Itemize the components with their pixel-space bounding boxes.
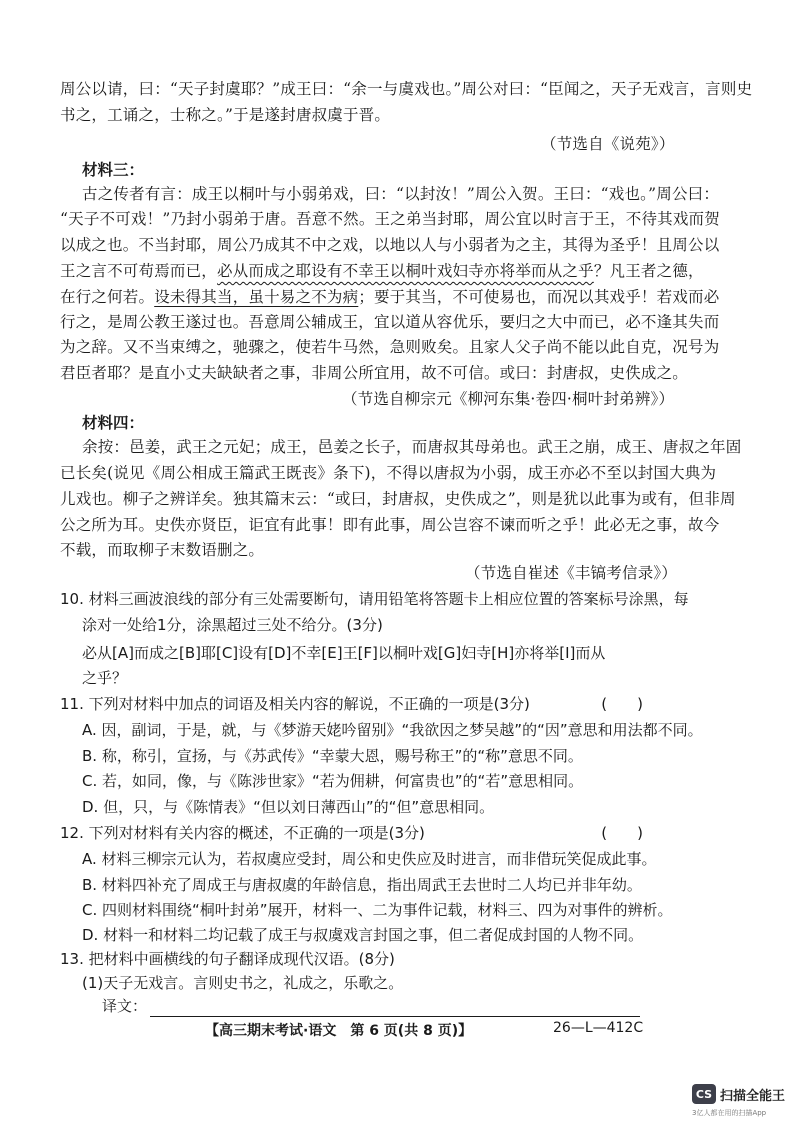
- question-10-options: 必从[A]而成之[B]耶[C]设有[D]不幸[E]王[F]以桐叶戏[G]妇寺[H]亦将举[I]而从: [82, 644, 606, 662]
- wavy-underlined-text: 必从而成之耶设有不幸王以桐叶戏妇寺亦将举而从之乎: [217, 262, 594, 280]
- option-c: C. 若，如同，像，与《陈涉世家》“若为佣耕，何富贵也”的“若”意思相同。: [82, 772, 584, 790]
- option-c: C. 四则材料围绕“桐叶封弟”展开，材料一、二为事件记载，材料三、四为对事件的辨析。: [82, 901, 673, 919]
- passage-line: 以成之也。不当封耶，周公乃成其不中之戏，以地以人与小弱者为之主，其得为圣乎！且周公以: [60, 236, 720, 254]
- passage-line: [60, 284, 719, 310]
- question-13: 13. 把材料中画横线的句子翻译成现代汉语。(8分): [60, 950, 395, 968]
- source-citation: （节选自《说苑》）: [541, 135, 675, 153]
- option-b: B. 称，称引，宣扬，与《苏武传》“幸蒙大恩，赐号称王”的“称”意思不同。: [82, 747, 583, 765]
- passage-line: 儿戏也。柳子之辨详矣。独其篇末云：“或曰，封唐叔，史佚成之”，则是犹以此事为或有，但非周: [60, 490, 736, 508]
- question-10-text: 之乎？: [82, 669, 128, 687]
- passage-line: “天子不可戏！”乃封小弱弟于唐。吾意不然。王之弟当封耶，周公宜以时言于王，不待其戏而贺: [60, 210, 720, 228]
- question-12: 12. 下列对材料有关内容的概述，不正确的一项是(3分): [60, 824, 425, 842]
- passage-line: 不载，而取柳子末数语删之。: [60, 541, 265, 559]
- underlined-text: 设未得其当，虽十易之不为病: [154, 288, 359, 306]
- scanner-watermark: [692, 1084, 785, 1104]
- passage-line: 为之辞。又不当束缚之，驰骤之，使若牛马然，急则败矣。且家人父子尚不能以此自克，况号为: [60, 338, 720, 356]
- question-10-text: 涂对一处给1分，涂黑超过三处不给分。(3分): [82, 616, 383, 634]
- passage-text: ；要于其当，不可使易也，而况以其戏乎！若戏而必: [358, 288, 720, 306]
- passage-line: 已长矣(说见《周公相成王篇武王既丧》条下)，不得以唐叔为小弱，成王亦必不至以封国大典为: [60, 464, 717, 482]
- footer-page-info: 【高三期末考试·语文 第 6 页(共 8 页)】: [205, 1023, 473, 1039]
- cs-logo-icon: CS: [692, 1084, 716, 1104]
- material-four-heading: 材料四：: [82, 413, 145, 432]
- translation-answer-line: [150, 1015, 640, 1017]
- option-a: A. 材料三柳宗元认为，若叔虞应受封，周公和史佚应及时进言，而非借玩笑促成此事。: [82, 850, 657, 868]
- material-three-heading: 材料三：: [82, 160, 145, 179]
- answer-parentheses: ( ): [601, 695, 643, 713]
- source-citation: （节选自崔述《丰镐考信录》）: [465, 564, 678, 582]
- passage-line: [60, 258, 704, 284]
- watermark-title: 扫描全能王: [720, 1088, 786, 1104]
- passage-line: 书之，工诵之，士称之。”于是遂封唐叔虞于晋。: [60, 106, 391, 124]
- watermark-subtitle: 3亿人都在用的扫描App: [692, 1109, 767, 1117]
- option-b: B. 材料四补充了周成王与唐叔虞的年龄信息，指出周武王去世时二人均已并非年幼。: [82, 876, 642, 894]
- passage-line: 古之传者有言：成王以桐叶与小弱弟戏，曰：“以封汝！”周公入贺。王曰：“戏也。”周公曰：: [82, 185, 720, 203]
- passage-line: 君臣者耶？是直小丈夫缺缺者之事，非周公所宜用，故不可信。或曰：封唐叔，史佚成之。: [60, 364, 689, 382]
- option-d: D. 但，只，与《陈情表》“但以刘日薄西山”的“但”意思相同。: [82, 798, 495, 816]
- answer-parentheses: ( ): [601, 824, 643, 842]
- question-13-sentence: (1)天子无戏言。言则史书之，礼成之，乐歌之。: [82, 974, 404, 992]
- passage-line: 行之，是周公教王遂过也。吾意周公辅成王，宜以道从容优乐，要归之大中而已，必不逢其失而: [60, 313, 720, 331]
- passage-line: 余按：邑姜，武王之元妃；成王，邑姜之长子，而唐叔其母弟也。武王之崩，成王、唐叔之年固: [82, 438, 742, 456]
- translation-label: 译文：: [102, 997, 148, 1015]
- option-d: D. 材料一和材料二均记载了成王与叔虞戏言封国之事，但二者促成封国的人物不同。: [82, 926, 644, 944]
- passage-text: 王之言不可苟焉而已，: [60, 262, 218, 280]
- question-11: 11. 下列对材料中加点的词语及相关内容的解说，不正确的一项是(3分): [60, 695, 530, 713]
- passage-text: ？凡王者之德，: [593, 262, 704, 280]
- passage-line: 公之所为耳。史佚亦贤臣，讵宜有此事！即有此事，周公岂容不谏而听之乎！此必无之事，故今: [60, 516, 720, 534]
- question-10: 10. 材料三画波浪线的部分有三处需要断句，请用铅笔将答题卡上相应位置的答案标号涂黑，每: [60, 590, 689, 608]
- option-a: A. 因，副词，于是，就，与《梦游天姥吟留别》“我欲因之梦吴越”的“因”意思和用法都不同。: [82, 721, 703, 739]
- passage-line: 周公以请，曰：“天子封虞耶？”成王曰：“余一与虞戏也。”周公对曰：“臣闻之，天子无戏言，言则史: [60, 80, 753, 98]
- source-citation: （节选自柳宗元《柳河东集·卷四·桐叶封弟辨》）: [342, 390, 675, 408]
- footer-code: 26—L—412C: [553, 1020, 644, 1036]
- passage-text: 在行之何若。: [60, 288, 155, 306]
